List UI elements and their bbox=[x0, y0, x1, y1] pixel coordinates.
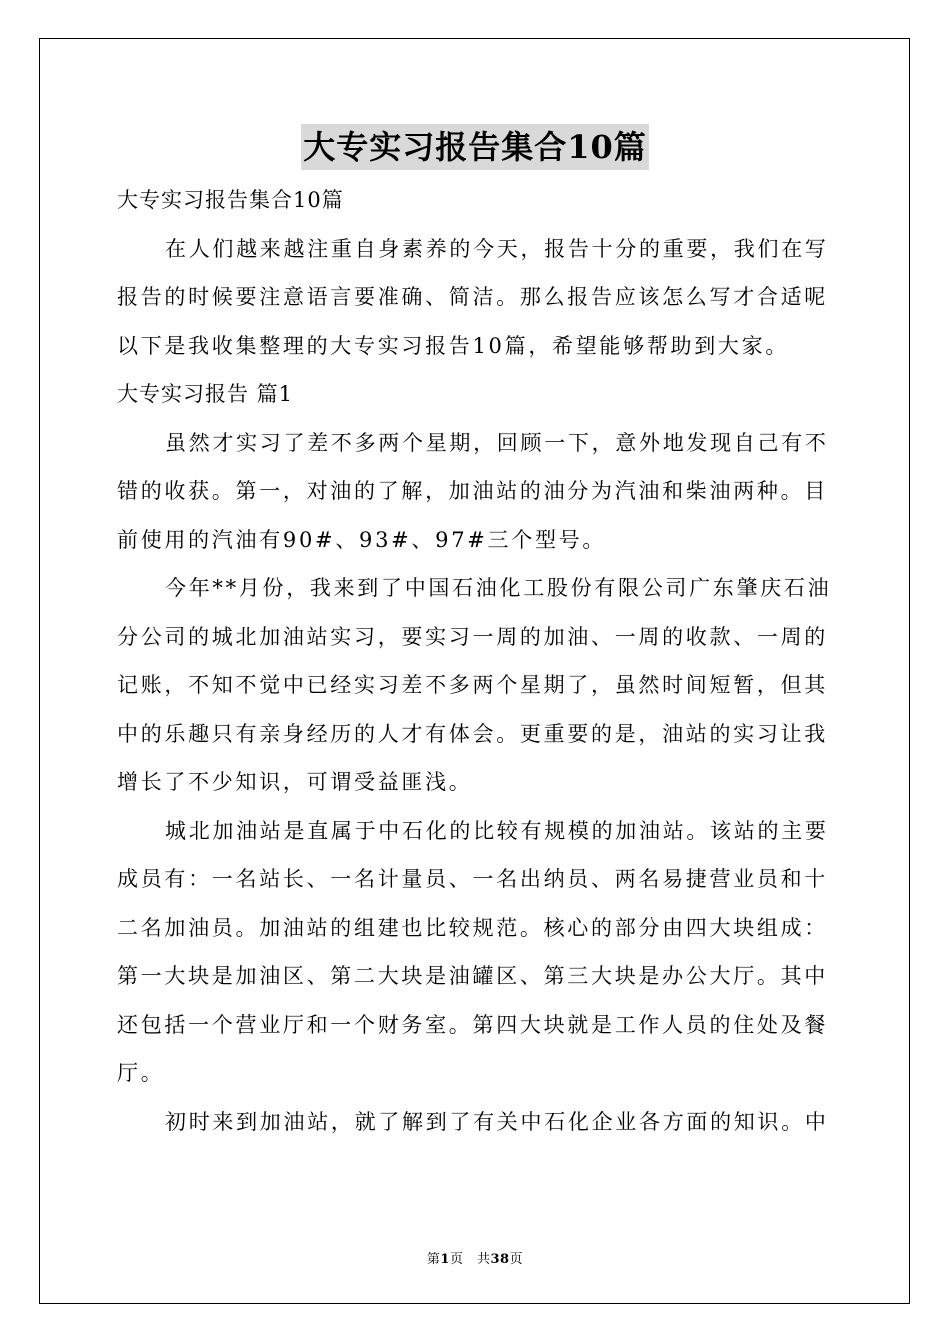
paragraph-line: 厅。 bbox=[117, 1061, 165, 1085]
paragraph-line: 城北加油站是直属于中石化的比较有规模的加油站。该站的主要 bbox=[165, 818, 829, 843]
paragraph-line: 前使用的汽油有90#、93#、97#三个型号。 bbox=[117, 527, 607, 552]
paragraph-line: 增长了不少知识，可谓受益匪浅。 bbox=[117, 770, 473, 794]
paragraph-line: 记账，不知不觉中已经实习差不多两个星期了，虽然时间短暂，但其 bbox=[117, 673, 828, 697]
total-page-count: 38 bbox=[490, 1252, 510, 1267]
paragraph-line: 虽然才实习了差不多两个星期，回顾一下，意外地发现自己有不 bbox=[165, 430, 829, 455]
paragraph-line: 错的收获。第一，对油的了解，加油站的油分为汽油和柴油两种。目 bbox=[117, 479, 828, 503]
paragraph-line: 中的乐趣只有亲身经历的人才有体会。更重要的是，油站的实习让我 bbox=[117, 721, 828, 746]
paragraph-line: 还包括一个营业厅和一个财务室。第四大块就是工作人员的住处及餐 bbox=[117, 1012, 828, 1037]
footer-mid: 页 共 bbox=[449, 1252, 491, 1267]
document-subtitle: 大专实习报告集合10篇 bbox=[117, 188, 344, 212]
paragraph-line: 今年**月份，我来到了中国石油化工股份有限公司广东肇庆石油 bbox=[165, 576, 832, 600]
intro-line: 在人们越来越注重自身素养的今天，报告十分的重要，我们在写 bbox=[165, 236, 829, 261]
paragraph-line: 初时来到加油站，就了解到了有关中石化企业各方面的知识。中 bbox=[165, 1109, 829, 1134]
page-footer bbox=[0, 1248, 950, 1267]
paragraph-line: 二名加油员。加油站的组建也比较规范。核心的部分由四大块组成： bbox=[117, 915, 828, 940]
document-body bbox=[117, 176, 837, 1146]
footer-suffix: 页 bbox=[509, 1252, 524, 1267]
paragraph-line: 第一大块是加油区、第二大块是油罐区、第三大块是办公大厅。其中 bbox=[117, 964, 828, 988]
intro-line: 以下是我收集整理的大专实习报告10篇，希望能够帮助到大家。 bbox=[117, 333, 790, 358]
paragraph-line: 分公司的城北加油站实习，要实习一周的加油、一周的收款、一周的 bbox=[117, 624, 828, 649]
title-container bbox=[0, 124, 950, 170]
section-heading: 大专实习报告 篇1 bbox=[117, 382, 294, 406]
footer-prefix: 第 bbox=[426, 1252, 441, 1267]
document-title: 大专实习报告集合10篇 bbox=[301, 124, 649, 170]
current-page-number: 1 bbox=[440, 1252, 450, 1267]
intro-line: 报告的时候要注意语言要准确、简洁。那么报告应该怎么写才合适呢 bbox=[117, 285, 828, 309]
paragraph-line: 成员有：一名站长、一名计量员、一名出纳员、两名易捷营业员和十 bbox=[117, 867, 828, 891]
